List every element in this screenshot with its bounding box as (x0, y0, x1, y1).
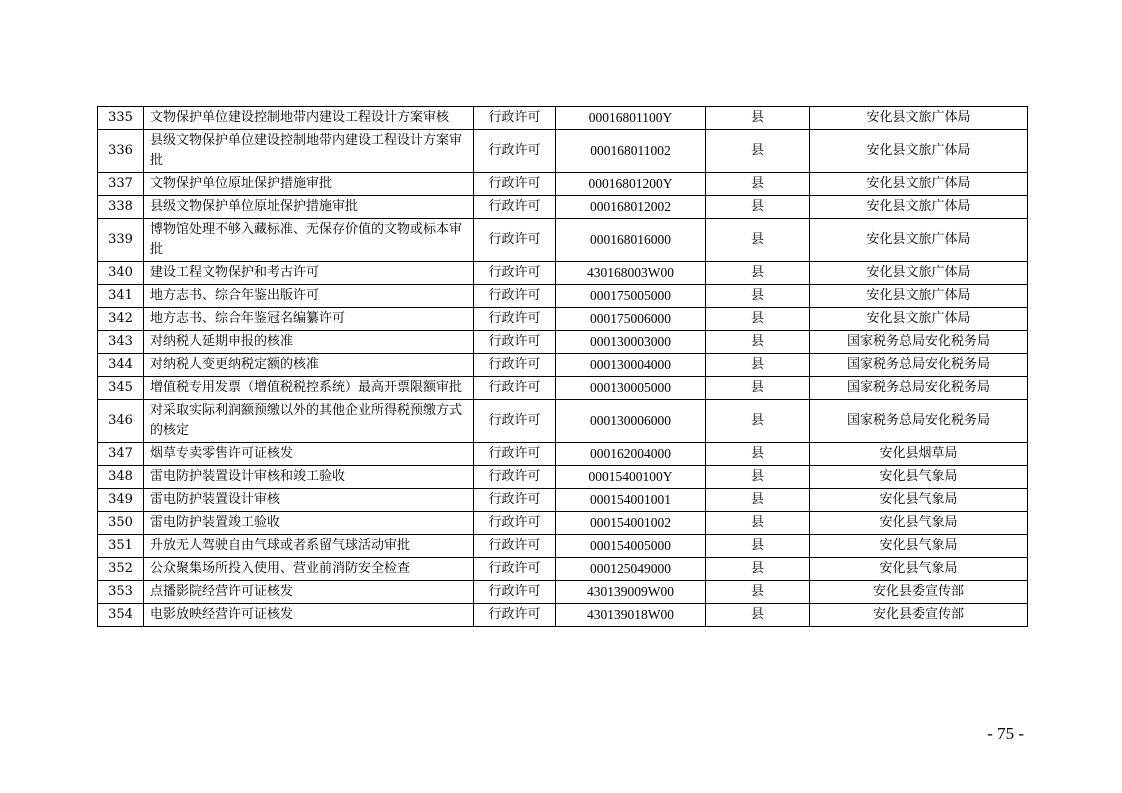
item-type-cell: 行政许可 (474, 581, 556, 604)
item-code-cell: 000154005000 (556, 535, 706, 558)
item-type-cell: 行政许可 (474, 535, 556, 558)
item-code-cell: 000175005000 (556, 285, 706, 308)
item-type-cell: 行政许可 (474, 377, 556, 400)
level-cell: 县 (706, 130, 810, 173)
item-name-cell: 县级文物保护单位建设控制地带内建设工程设计方案审批 (144, 130, 474, 173)
table-row (98, 308, 1028, 331)
level-cell: 县 (706, 308, 810, 331)
item-code-cell: 000125049000 (556, 558, 706, 581)
table-row (98, 107, 1028, 130)
item-name-cell: 地方志书、综合年鉴出版许可 (144, 285, 474, 308)
level-cell: 县 (706, 262, 810, 285)
item-type-cell: 行政许可 (474, 558, 556, 581)
item-code-cell: 00015400100Y (556, 466, 706, 489)
department-cell: 安化县文旅广体局 (810, 107, 1028, 130)
table-row (98, 196, 1028, 219)
item-name-cell: 对采取实际利润额预缴以外的其他企业所得税预缴方式的核定 (144, 400, 474, 443)
item-type-cell: 行政许可 (474, 107, 556, 130)
item-name-cell: 文物保护单位原址保护措施审批 (144, 173, 474, 196)
item-code-cell: 000154001001 (556, 489, 706, 512)
item-type-cell: 行政许可 (474, 512, 556, 535)
item-type-cell: 行政许可 (474, 466, 556, 489)
department-cell: 国家税务总局安化税务局 (810, 400, 1028, 443)
level-cell: 县 (706, 466, 810, 489)
table-row (98, 130, 1028, 173)
table-row (98, 354, 1028, 377)
table-row (98, 489, 1028, 512)
item-name-cell: 电影放映经营许可证核发 (144, 604, 474, 627)
row-number-cell: 345 (98, 377, 144, 400)
item-type-cell: 行政许可 (474, 285, 556, 308)
row-number-cell: 353 (98, 581, 144, 604)
row-number-cell: 338 (98, 196, 144, 219)
item-type-cell: 行政许可 (474, 219, 556, 262)
item-name-cell: 升放无人驾驶自由气球或者系留气球活动审批 (144, 535, 474, 558)
item-type-cell: 行政许可 (474, 262, 556, 285)
row-number-cell: 348 (98, 466, 144, 489)
level-cell: 县 (706, 107, 810, 130)
permit-table-body (98, 107, 1028, 627)
item-name-cell: 雷电防护装置设计审核 (144, 489, 474, 512)
item-type-cell: 行政许可 (474, 196, 556, 219)
row-number-cell: 340 (98, 262, 144, 285)
department-cell: 安化县气象局 (810, 535, 1028, 558)
table-row (98, 581, 1028, 604)
level-cell: 县 (706, 604, 810, 627)
item-code-cell: 000162004000 (556, 443, 706, 466)
row-number-cell: 349 (98, 489, 144, 512)
row-number-cell: 344 (98, 354, 144, 377)
item-code-cell: 000175006000 (556, 308, 706, 331)
row-number-cell: 339 (98, 219, 144, 262)
item-type-cell: 行政许可 (474, 173, 556, 196)
department-cell: 安化县文旅广体局 (810, 262, 1028, 285)
table-row (98, 331, 1028, 354)
level-cell: 县 (706, 558, 810, 581)
table-row (98, 400, 1028, 443)
department-cell: 安化县文旅广体局 (810, 196, 1028, 219)
item-name-cell: 博物馆处理不够入藏标准、无保存价值的文物或标本审批 (144, 219, 474, 262)
item-type-cell: 行政许可 (474, 354, 556, 377)
department-cell: 国家税务总局安化税务局 (810, 354, 1028, 377)
table-row (98, 443, 1028, 466)
item-name-cell: 烟草专卖零售许可证核发 (144, 443, 474, 466)
permit-table (97, 106, 1028, 627)
department-cell: 安化县文旅广体局 (810, 173, 1028, 196)
item-code-cell: 430168003W00 (556, 262, 706, 285)
level-cell: 县 (706, 219, 810, 262)
item-code-cell: 000130006000 (556, 400, 706, 443)
level-cell: 县 (706, 512, 810, 535)
row-number-cell: 337 (98, 173, 144, 196)
item-name-cell: 雷电防护装置设计审核和竣工验收 (144, 466, 474, 489)
level-cell: 县 (706, 377, 810, 400)
item-type-cell: 行政许可 (474, 489, 556, 512)
item-name-cell: 对纳税人延期申报的核准 (144, 331, 474, 354)
level-cell: 县 (706, 173, 810, 196)
item-type-cell: 行政许可 (474, 443, 556, 466)
department-cell: 安化县文旅广体局 (810, 219, 1028, 262)
item-name-cell: 地方志书、综合年鉴冠名编纂许可 (144, 308, 474, 331)
item-name-cell: 增值税专用发票（增值税税控系统）最高开票限额审批 (144, 377, 474, 400)
department-cell: 安化县文旅广体局 (810, 130, 1028, 173)
item-name-cell: 对纳税人变更纳税定额的核准 (144, 354, 474, 377)
level-cell: 县 (706, 285, 810, 308)
item-name-cell: 县级文物保护单位原址保护措施审批 (144, 196, 474, 219)
row-number-cell: 350 (98, 512, 144, 535)
level-cell: 县 (706, 581, 810, 604)
item-name-cell: 公众聚集场所投入使用、营业前消防安全检查 (144, 558, 474, 581)
level-cell: 县 (706, 489, 810, 512)
table-row (98, 466, 1028, 489)
item-code-cell: 430139018W00 (556, 604, 706, 627)
department-cell: 安化县委宣传部 (810, 581, 1028, 604)
item-type-cell: 行政许可 (474, 604, 556, 627)
level-cell: 县 (706, 443, 810, 466)
item-code-cell: 000130003000 (556, 331, 706, 354)
item-code-cell: 00016801200Y (556, 173, 706, 196)
department-cell: 安化县气象局 (810, 512, 1028, 535)
item-type-cell: 行政许可 (474, 400, 556, 443)
row-number-cell: 351 (98, 535, 144, 558)
item-code-cell: 000168016000 (556, 219, 706, 262)
row-number-cell: 335 (98, 107, 144, 130)
row-number-cell: 352 (98, 558, 144, 581)
table-row (98, 219, 1028, 262)
row-number-cell: 336 (98, 130, 144, 173)
department-cell: 安化县文旅广体局 (810, 308, 1028, 331)
table-row (98, 377, 1028, 400)
row-number-cell: 341 (98, 285, 144, 308)
item-code-cell: 00016801100Y (556, 107, 706, 130)
item-type-cell: 行政许可 (474, 331, 556, 354)
department-cell: 安化县气象局 (810, 489, 1028, 512)
department-cell: 安化县委宣传部 (810, 604, 1028, 627)
level-cell: 县 (706, 400, 810, 443)
item-name-cell: 文物保护单位建设控制地带内建设工程设计方案审核 (144, 107, 474, 130)
table-row (98, 262, 1028, 285)
department-cell: 安化县气象局 (810, 466, 1028, 489)
item-type-cell: 行政许可 (474, 130, 556, 173)
item-name-cell: 建设工程文物保护和考古许可 (144, 262, 474, 285)
row-number-cell: 354 (98, 604, 144, 627)
item-type-cell: 行政许可 (474, 308, 556, 331)
row-number-cell: 346 (98, 400, 144, 443)
item-code-cell: 430139009W00 (556, 581, 706, 604)
level-cell: 县 (706, 535, 810, 558)
row-number-cell: 347 (98, 443, 144, 466)
table-row (98, 173, 1028, 196)
department-cell: 国家税务总局安化税务局 (810, 377, 1028, 400)
page-number: - 75 - (987, 724, 1024, 743)
level-cell: 县 (706, 196, 810, 219)
item-code-cell: 000154001002 (556, 512, 706, 535)
row-number-cell: 343 (98, 331, 144, 354)
table-row (98, 604, 1028, 627)
item-code-cell: 000130004000 (556, 354, 706, 377)
table-row (98, 535, 1028, 558)
department-cell: 安化县烟草局 (810, 443, 1028, 466)
level-cell: 县 (706, 354, 810, 377)
item-name-cell: 雷电防护装置竣工验收 (144, 512, 474, 535)
level-cell: 县 (706, 331, 810, 354)
item-name-cell: 点播影院经营许可证核发 (144, 581, 474, 604)
table-row (98, 285, 1028, 308)
item-code-cell: 000168011002 (556, 130, 706, 173)
table-row (98, 512, 1028, 535)
department-cell: 安化县气象局 (810, 558, 1028, 581)
item-code-cell: 000168012002 (556, 196, 706, 219)
row-number-cell: 342 (98, 308, 144, 331)
item-code-cell: 000130005000 (556, 377, 706, 400)
department-cell: 安化县文旅广体局 (810, 285, 1028, 308)
department-cell: 国家税务总局安化税务局 (810, 331, 1028, 354)
table-row (98, 558, 1028, 581)
